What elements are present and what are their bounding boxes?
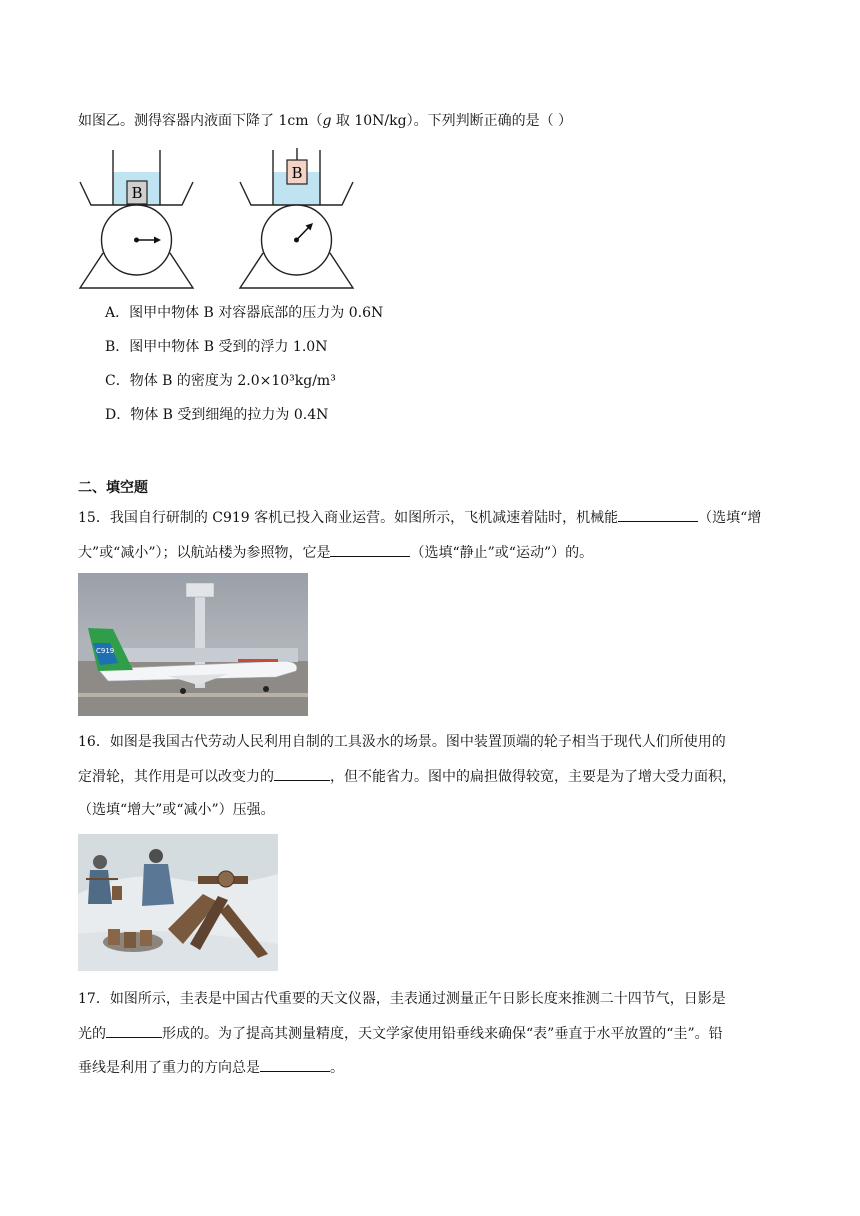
answer-blank[interactable] [260,1057,330,1072]
water-drawing-illustration [78,834,278,971]
option-d: D．物体 B 受到细绳的拉力为 0.4N [105,407,329,423]
airplane-photo [78,573,308,716]
answer-blank[interactable] [618,507,698,522]
section-title: 二、填空题 [78,480,148,496]
answer-blank[interactable] [330,542,410,557]
q16-line1: 16．如图是我国古代劳动人民利用自制的工具汲水的场景。图中装置顶端的轮子相当于现代人们所使用的 [78,734,726,750]
answer-blank[interactable] [274,766,330,781]
q14-stem: 如图乙。测得容器内液面下降了 1cm（g 取 10N/kg）。下列判断正确的是（ ） [78,113,573,129]
q15-line2: 大”或“减小”）；以航站楼为参照物，它是 （选填“静止”或“运动”）的。 [78,542,593,563]
block-label: B [291,164,303,182]
q17-line1: 17．如图所示，圭表是中国古代重要的天文仪器，圭表通过测量正午日影长度来推测二十四节气，日影是 [78,991,726,1007]
q17-line2: 光的 形成的。为了提高其测量精度，天文学家使用铅垂线来确保“表”垂直于水平放置的“圭”。铅 [78,1023,723,1044]
figure-jia [78,148,196,290]
plane-mark: C919 [96,647,115,655]
option-a: A．图甲中物体 B 对容器底部的压力为 0.6N [105,305,384,321]
q17-line3: 垂线是利用了重力的方向总是 。 [78,1057,344,1078]
option-c: C．物体 B 的密度为 2.0×10³kg/m³ [105,373,336,389]
option-b: B．图甲中物体 B 受到的浮力 1.0N [105,339,328,355]
q16-line2: 定滑轮，其作用是可以改变力的 ，但不能省力。图中的扁担做得较宽，主要是为了增大受力面积， [78,766,736,787]
q15-line1: 15．我国自行研制的 C919 客机已投入商业运营。如图所示，飞机减速着陆时，机械能 （选填“增 [78,507,761,528]
q16-line3: （选填“增大”或“减小”）压强。 [78,802,275,818]
g-symbol: g [322,113,332,129]
block-label: B [131,184,143,202]
figure-yi [238,148,356,290]
answer-blank[interactable] [106,1023,162,1038]
